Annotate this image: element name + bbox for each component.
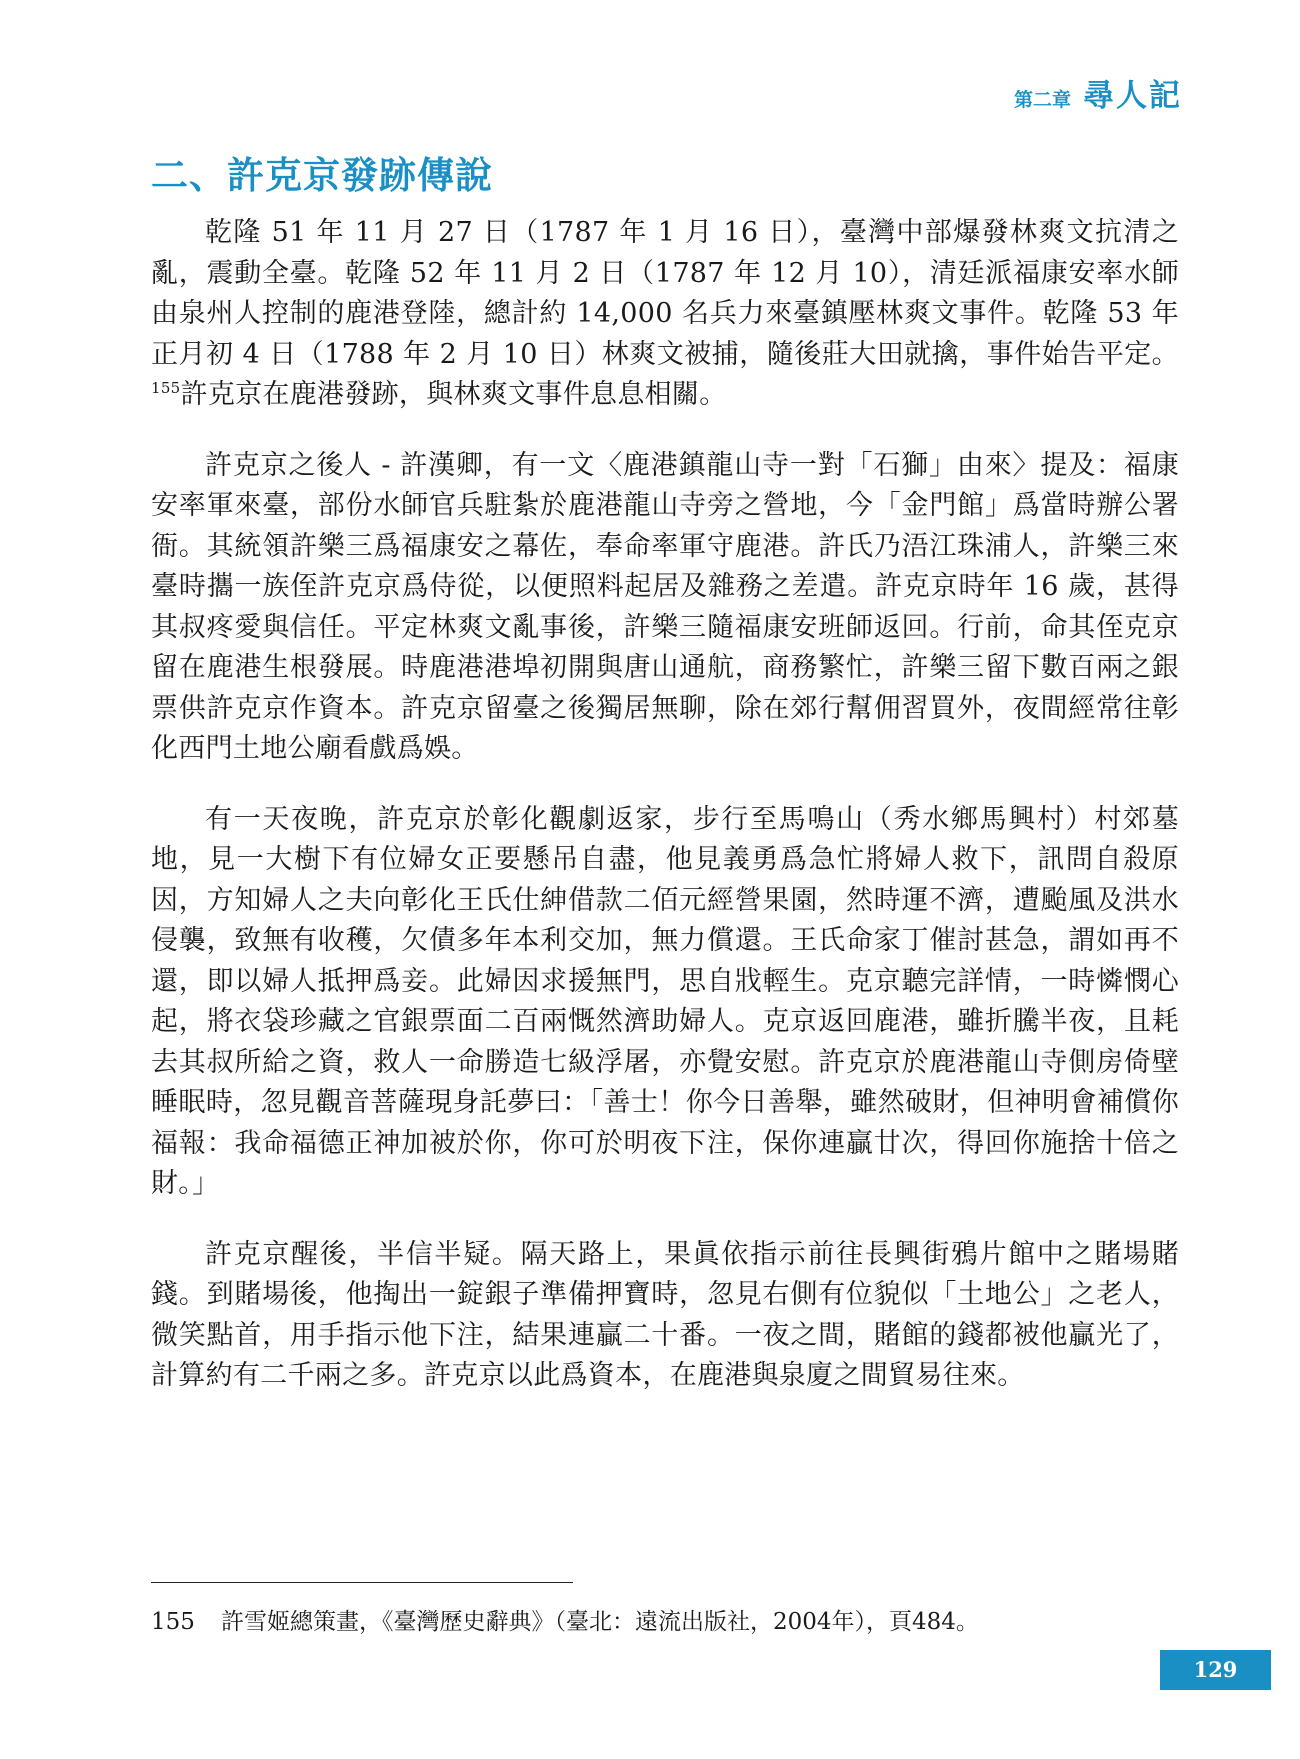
paragraph-text: 許克京在鹿港發跡，與林爽文事件息息相關。 [180,379,727,410]
footnote-reference: 155 [151,379,181,397]
page-number: 129 [1160,1650,1271,1690]
chapter-title: 尋人記 [1083,78,1182,114]
footnote-divider [151,1582,573,1583]
footnote-number: 155 [151,1609,195,1635]
body-text [151,213,1179,1427]
paragraph: 許克京醒後，半信半疑。隔天路上，果眞依指示前往長興街鴉片館中之賭場賭錢。到賭場後，他掏出一錠銀子準備押寶時，忽見右側有位貌似「土地公」之老人，微笑點首，用手指示他下注，結果連贏二十番。一夜之間，賭館的錢都被他贏光了，計算約有二千兩之多。許克京以此爲資本，在鹿港與泉廈之間貿易往來。 [151,1238,1179,1391]
paragraph: 許克京之後人 - 許漢卿，有一文〈鹿港鎮龍山寺一對「石獅」由來〉提及：福康安率軍來臺，部份水師官兵駐紮於鹿港龍山寺旁之營地，今「金門館」爲當時辦公署衙。其統領許樂三爲福康安之幕佐，奉命率軍守鹿港。許氏乃浯江珠浦人，許樂三來臺時攜一族侄許克京爲侍從，以便照料起居及雜務之差遣。許克京時年 16 歲，甚得其叔疼愛與信任。平定林爽文亂事後，許樂三隨福康安班師返回。行前，命其侄克京留在鹿港生根發展。時鹿港港埠初開與唐山通航，商務繁忙，許樂三留下數百兩之銀票供許克京作資本。許克京留臺之後獨居無聊，除在郊行幫佣習買外，夜間經常往彰化西門土地公廟看戲爲娛。 [151,449,1179,764]
paragraph [151,213,1179,416]
section-title: 二、許克京發跡傳說 [151,153,493,197]
paragraph: 有一天夜晚，許克京於彰化觀劇返家，步行至馬鳴山（秀水鄉馬興村）村郊墓地，見一大樹下有位婦女正要懸吊自盡，他見義勇爲急忙將婦人救下，訊問自殺原因，方知婦人之夫向彰化王氏仕紳借款二佰元經營果園，然時運不濟，遭颱風及洪水侵襲，致無有收穫，欠債多年本利交加，無力償還。王氏命家丁催討甚急，謂如再不還，即以婦人抵押爲妾。此婦因求援無門，思自戕輕生。克京聽完詳情，一時憐憫心起，將衣袋珍藏之官銀票面二百兩慨然濟助婦人。克京返回鹿港，雖折騰半夜，且耗去其叔所給之資，救人一命勝造七級浮屠，亦覺安慰。許克京於鹿港龍山寺側房倚壁睡眠時，忽見觀音菩薩現身託夢曰：「善士！你今日善舉，雖然破財，但神明會補償你福報：我命福德正神加被於你，你可於明夜下注，保你連贏廿次，得回你施捨十倍之財。」 [151,803,1179,1199]
footnote [151,1605,1179,1639]
footnote-text: 許雪姬總策畫，《臺灣歷史辭典》（臺北：遠流出版社，2004年），頁484。 [221,1609,979,1635]
paragraph-text: 乾隆 51 年 11 月 27 日（1787 年 1 月 16 日），臺灣中部爆發林爽文抗清之亂，震動全臺。乾隆 52 年 11 月 2 日（1787 年 12 月 10），清廷派福康安率水師由泉州人控制的鹿港登陸，總計約 14,000 名兵力來臺鎮壓林爽文事件。乾隆 53 年正月初 4 日（1788 年 2 月 10 日）林爽文被捕，隨後莊大田就擒，事件始告平定。 [151,217,1179,370]
chapter-label: 第二章 [1013,89,1071,111]
running-header [1014,70,1182,115]
